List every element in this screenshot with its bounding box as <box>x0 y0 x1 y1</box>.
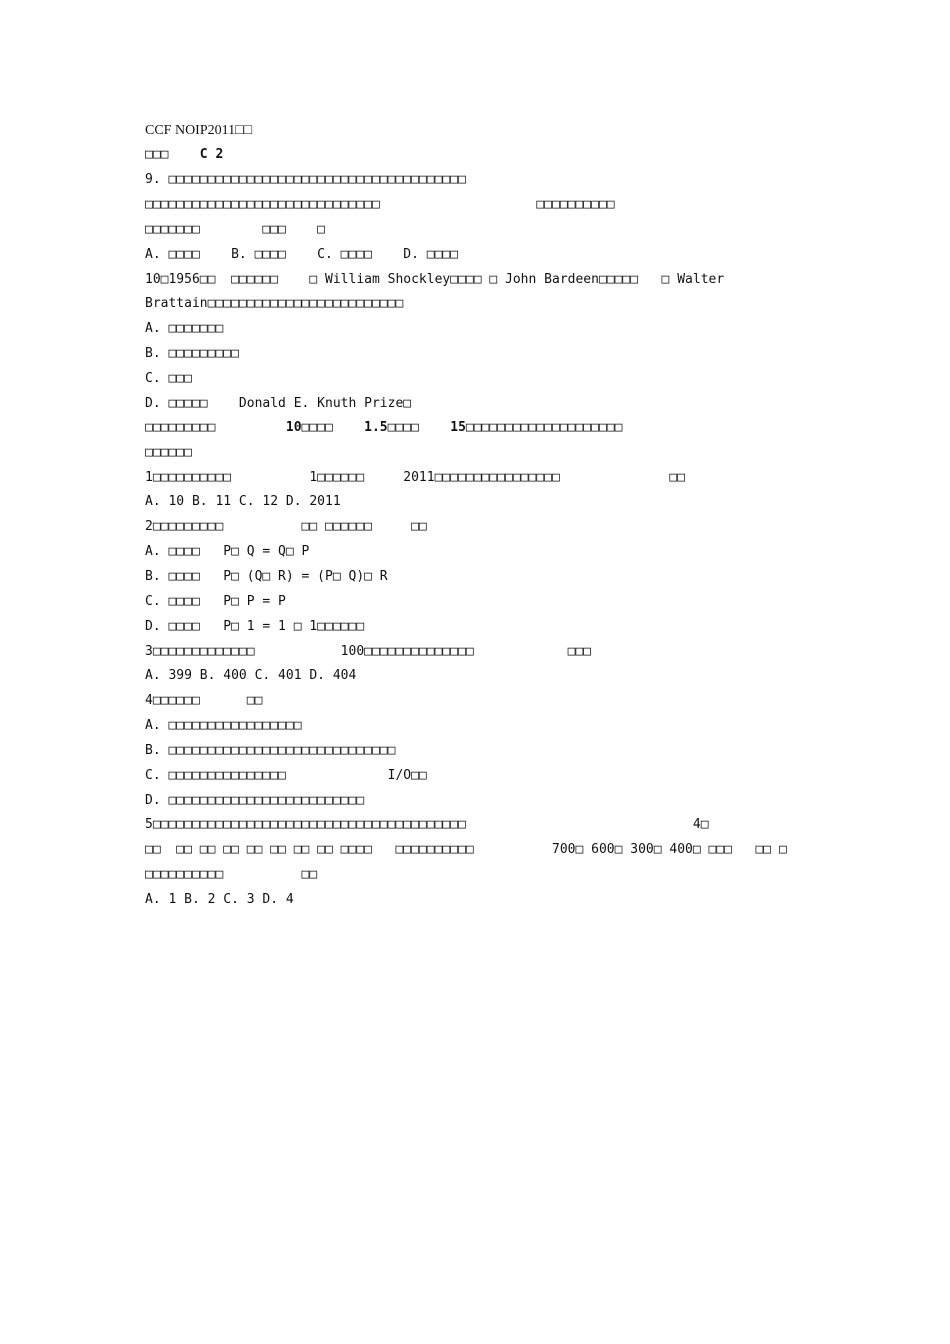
text-line: □□□□□□□ □□□ □ <box>145 222 326 237</box>
text-line: A. □□□□ B. □□□□ C. □□□□ D. □□□□ <box>145 247 459 262</box>
text-line: 1□□□□□□□□□□ 1□□□□□□ 2011□□□□□□□□□□□□□□□□ □□ <box>145 470 686 485</box>
text-line: □□ □□ □□ □□ □□ □□ □□ □□ □□□□ □□□□□□□□□□ 700□ 600□ 300□ 400□ □□□ □□ □ <box>145 842 787 857</box>
text-line: Brattain□□□□□□□□□□□□□□□□□□□□□□□□□ <box>145 296 404 311</box>
text-line: 2□□□□□□□□□ □□ □□□□□□ □□ <box>145 519 427 534</box>
doc-title: CCF NOIP2011□□ <box>145 123 253 138</box>
text-line: B. □□□□□□□□□□□□□□□□□□□□□□□□□□□□□ <box>145 743 396 758</box>
text-line: 9. □□□□□□□□□□□□□□□□□□□□□□□□□□□□□□□□□□□□□□ <box>145 172 466 187</box>
text-line: C. □□□ <box>145 371 192 386</box>
text-line: 5□□□□□□□□□□□□□□□□□□□□□□□□□□□□□□□□□□□□□□□□ 4□ <box>145 817 709 832</box>
text-line: A. 399 B. 400 C. 401 D. 404 <box>145 668 357 683</box>
text-line: □□□□□□ <box>145 445 192 460</box>
text-line: □□□□□□□□□□ □□ <box>145 867 318 882</box>
text-line: D. □□□□ P□ 1 = 1 □ 1□□□□□□ <box>145 619 365 634</box>
text-line: 3□□□□□□□□□□□□□ 100□□□□□□□□□□□□□□ □□□ <box>145 644 592 659</box>
text-line: C. □□□□ P□ P = P <box>145 594 286 609</box>
text-line: A. 10 B. 11 C. 12 D. 2011 <box>145 494 341 509</box>
text-line: B. □□□□ P□ (Q□ R) = (P□ Q)□ R <box>145 569 388 584</box>
text-line: D. □□□□□□□□□□□□□□□□□□□□□□□□□ <box>145 793 365 808</box>
text-line: 4□□□□□□ □□ <box>145 693 263 708</box>
text-line: A. 1 B. 2 C. 3 D. 4 <box>145 892 294 907</box>
text-line: A. □□□□□□□□□□□□□□□□□ <box>145 718 302 733</box>
section-header: □□□□□□□□□ 10□□□□ 1.5□□□□ 15□□□□□□□□□□□□□□□□□□□□ <box>145 420 623 435</box>
text-line: □□□□□□□□□□□□□□□□□□□□□□□□□□□□□□ □□□□□□□□□□ <box>145 197 615 212</box>
text-line: B. □□□□□□□□□ <box>145 346 239 361</box>
text-line: 10□1956□□ □□□□□□ □ William Shockley□□□□ □ John Bardeen□□□□□ □ Walter <box>145 272 725 287</box>
text-line: A. □□□□□□□ <box>145 321 224 336</box>
section-header: □□□ C 2 <box>145 147 224 162</box>
text-line: D. □□□□□ Donald E. Knuth Prize□ <box>145 396 412 411</box>
text-line: A. □□□□ P□ Q = Q□ P <box>145 544 310 559</box>
text-line: C. □□□□□□□□□□□□□□□ I/O□□ <box>145 768 427 783</box>
